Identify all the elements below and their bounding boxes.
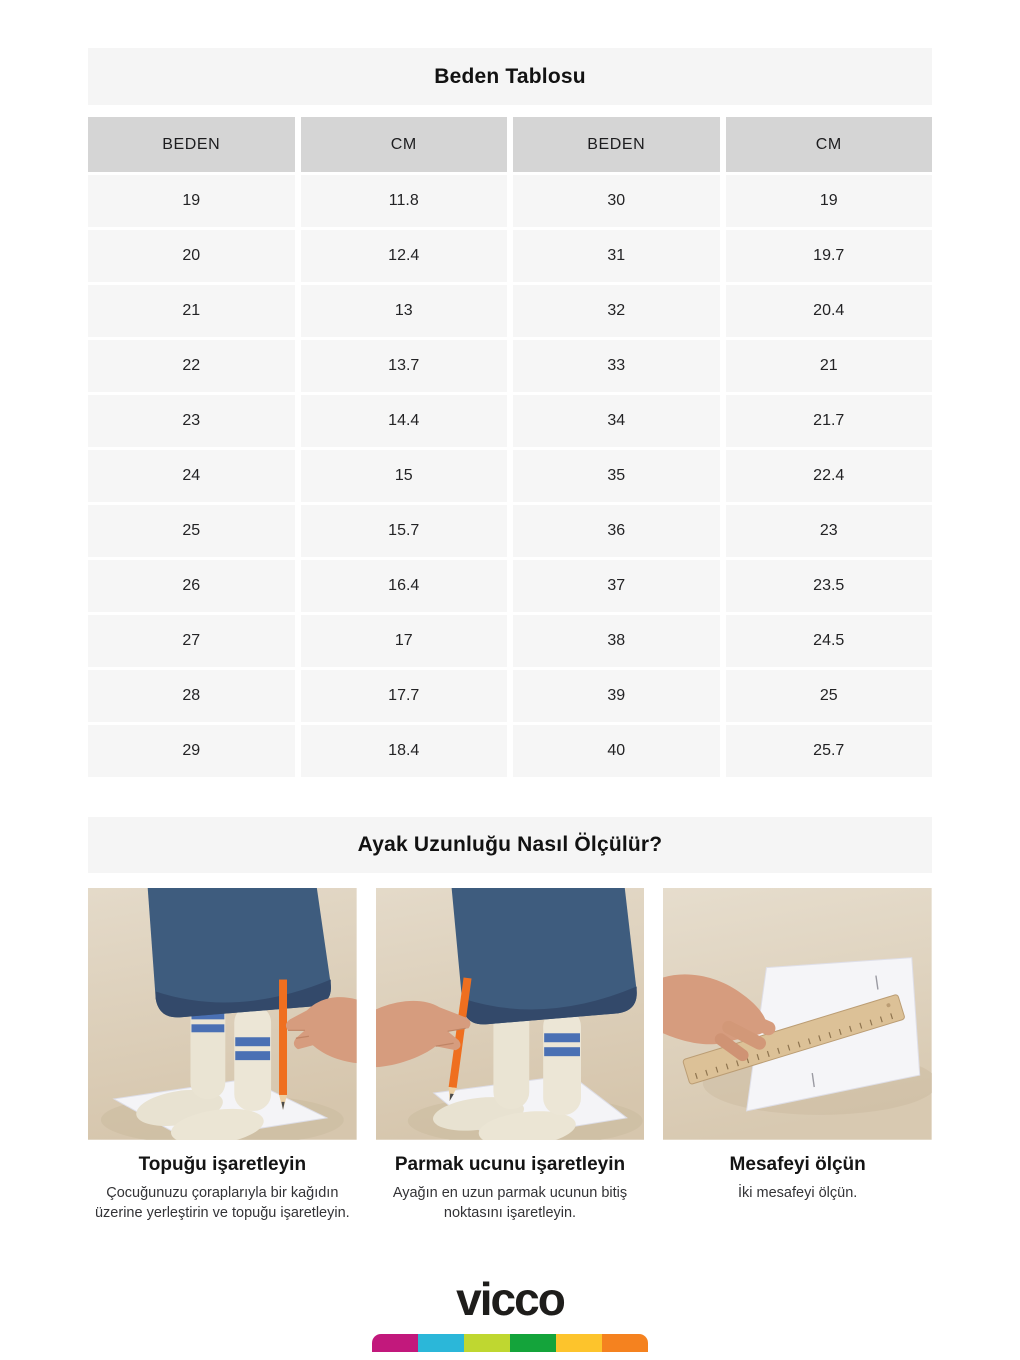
cm-cell: 15.7 [301, 505, 508, 557]
jeans [451, 888, 636, 1024]
howto-steps [88, 888, 932, 1224]
cm-cell: 14.4 [301, 395, 508, 447]
beden-cell: 30 [513, 175, 720, 227]
colorbar-segment-lime [464, 1334, 510, 1352]
howto-title-band [88, 817, 932, 873]
step-heading: Mesafeyi ölçün [729, 1153, 866, 1175]
ruler-measuring-photo [663, 888, 932, 1140]
beden-cell: 34 [513, 395, 720, 447]
colorbar-segment-yellow [556, 1334, 602, 1352]
beden-cell: 39 [513, 670, 720, 722]
beden-cell: 22 [88, 340, 295, 392]
cm-cell: 23 [726, 505, 933, 557]
cm-cell: 19.7 [726, 230, 933, 282]
beden-cell: 19 [88, 175, 295, 227]
step-description: İki mesafeyi ölçün. [738, 1184, 858, 1201]
page [88, 0, 932, 1352]
beden-cell: 20 [88, 230, 295, 282]
beden-cell: 26 [88, 560, 295, 612]
colorbar-segment-magenta [372, 1334, 418, 1352]
size-table-title-band [88, 48, 932, 105]
colorbar-segment-cyan [418, 1334, 464, 1352]
cm-cell: 20.4 [726, 285, 933, 337]
cm-cell: 15 [301, 450, 508, 502]
beden-cell: 37 [513, 560, 720, 612]
column-header-cm-right: CM [726, 117, 933, 172]
footer [88, 1272, 932, 1352]
beden-cell: 21 [88, 285, 295, 337]
cm-cell: 22.4 [726, 450, 933, 502]
beden-cell: 29 [88, 725, 295, 777]
pencil [279, 980, 287, 1110]
step-ruler [663, 888, 932, 1224]
column-header-beden-left: BEDEN [88, 117, 295, 172]
beden-cell: 38 [513, 615, 720, 667]
toe-marking-photo [376, 888, 645, 1140]
step-heading: Parmak ucunu işaretleyin [394, 1153, 626, 1175]
size-table [88, 117, 932, 777]
beden-cell: 32 [513, 285, 720, 337]
step-toe [376, 888, 645, 1224]
cm-cell: 16.4 [301, 560, 508, 612]
beden-cell: 27 [88, 615, 295, 667]
cm-cell: 13 [301, 285, 508, 337]
cm-cell: 21.7 [726, 395, 933, 447]
column-header-cm-left: CM [301, 117, 508, 172]
cm-cell: 12.4 [301, 230, 508, 282]
size-table-title: Beden Tablosu [434, 64, 586, 88]
cm-cell: 17 [301, 615, 508, 667]
howto-title: Ayak Uzunluğu Nasıl Ölçülür? [357, 833, 663, 856]
cm-cell: 24.5 [726, 615, 933, 667]
step-description: Çocuğunuzu çoraplarıyla bir kağıdın üzerine yerleştirin ve topuğu işaretleyin. [94, 1184, 350, 1222]
step-heel [88, 888, 357, 1224]
step-heading: Topuğu işaretleyin [138, 1153, 307, 1175]
cm-cell: 25 [726, 670, 933, 722]
cm-cell: 19 [726, 175, 933, 227]
heel-marking-photo [88, 888, 357, 1140]
beden-cell: 35 [513, 450, 720, 502]
cm-cell: 11.8 [301, 175, 508, 227]
column-header-beden-right: BEDEN [513, 117, 720, 172]
cm-cell: 17.7 [301, 670, 508, 722]
colorbar-segment-orange [602, 1334, 648, 1352]
cm-cell: 18.4 [301, 725, 508, 777]
colorbar-segment-green [510, 1334, 556, 1352]
cm-cell: 25.7 [726, 725, 933, 777]
vicco-logo: vicco [456, 1272, 564, 1325]
cm-cell: 21 [726, 340, 933, 392]
jeans [148, 888, 331, 1017]
beden-cell: 36 [513, 505, 720, 557]
brand-colorbar [372, 1334, 648, 1352]
beden-cell: 31 [513, 230, 720, 282]
cm-cell: 13.7 [301, 340, 508, 392]
beden-cell: 24 [88, 450, 295, 502]
beden-cell: 40 [513, 725, 720, 777]
beden-cell: 23 [88, 395, 295, 447]
beden-cell: 28 [88, 670, 295, 722]
beden-cell: 25 [88, 505, 295, 557]
beden-cell: 33 [513, 340, 720, 392]
cm-cell: 23.5 [726, 560, 933, 612]
step-description: Ayağın en uzun parmak ucunun bitiş noktasını işaretleyin. [392, 1184, 628, 1222]
